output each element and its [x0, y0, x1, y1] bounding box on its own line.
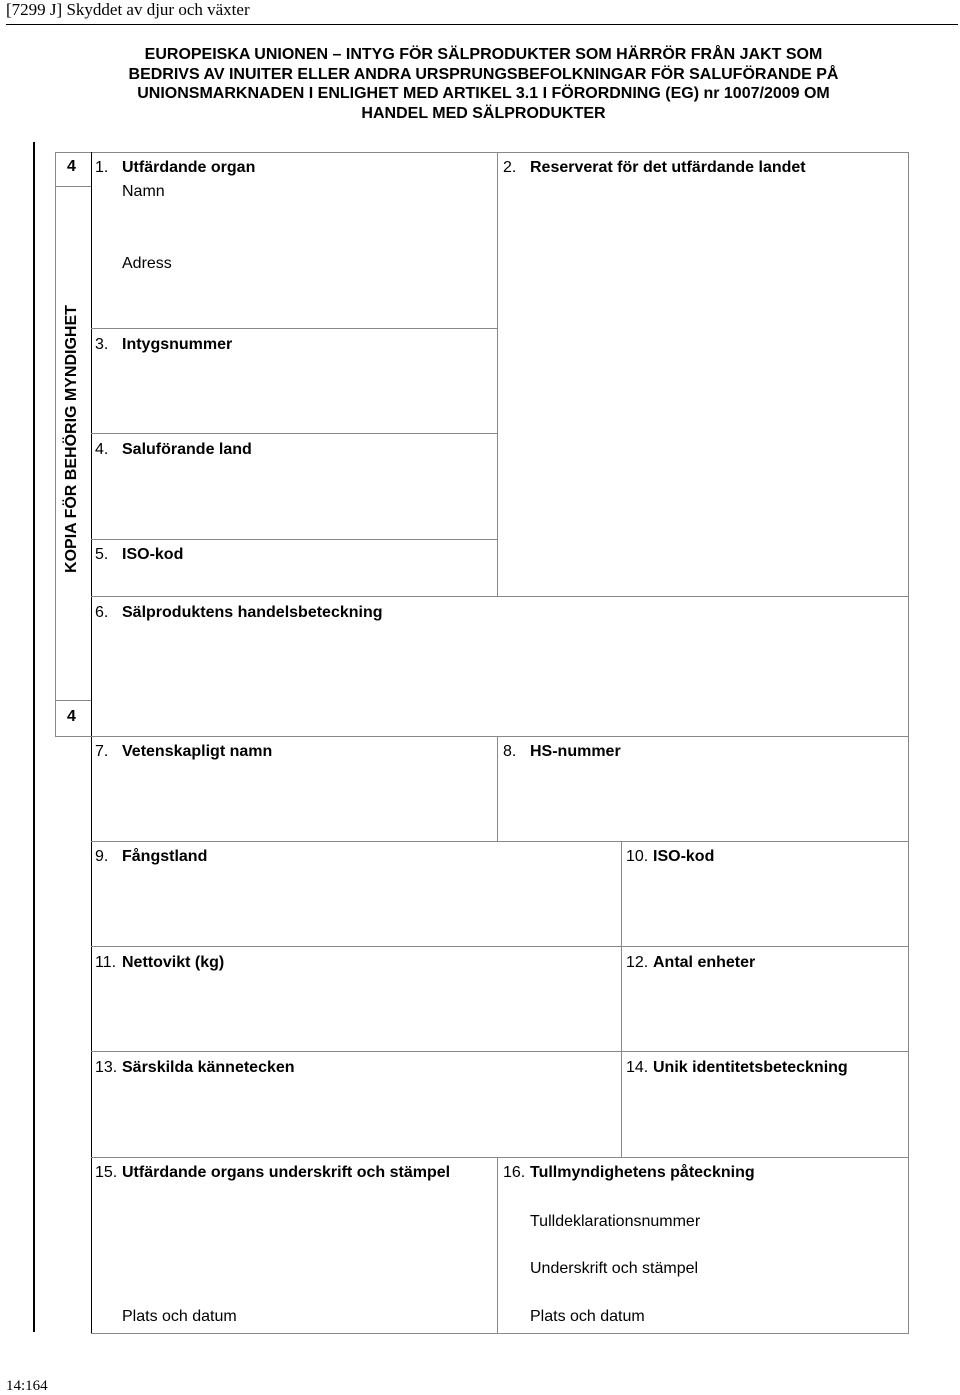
sidebar-bottom-border: [55, 736, 91, 737]
field-number: 1.: [95, 159, 109, 176]
column-divider: [497, 1157, 498, 1333]
row-divider: [91, 328, 497, 329]
signature-stamp-label: Underskrift och stämpel: [530, 1260, 699, 1277]
field-7-scientific-name: [95, 743, 272, 761]
field-label: Nettovikt (kg): [122, 954, 225, 971]
column-divider: [497, 152, 498, 596]
title-line: UNIONSMARKNADEN I ENLIGHET MED ARTIKEL 3.1 I FÖRORDNING (EG) nr 1007/2009 OM: [137, 85, 830, 102]
title-line: BEDRIVS AV INUITER ELLER ANDRA URSPRUNGSBEFOLKNINGAR FÖR SALUFÖRANDE PÅ: [128, 65, 839, 83]
field-2-reserved: [503, 159, 806, 177]
copy-number-top: 4: [67, 158, 76, 175]
field-5-iso-code: [95, 546, 183, 564]
column-divider: [621, 841, 622, 1157]
place-date-label: Plats och datum: [530, 1308, 645, 1325]
field-label: Fångstland: [122, 848, 208, 865]
field-label: Särskilda kännetecken: [122, 1059, 295, 1076]
field-12-number-of-units: [626, 954, 755, 972]
row-divider: [91, 736, 909, 737]
field-13-special-marks: [95, 1059, 295, 1077]
field-number: 15.: [95, 1164, 118, 1181]
issuing-body-name-label: Namn: [122, 183, 165, 200]
field-11-net-weight: [95, 954, 224, 972]
field-label: Antal enheter: [653, 954, 756, 971]
header-rule: [6, 24, 958, 25]
field-label: Saluförande land: [122, 441, 252, 458]
margin-bar: [33, 142, 35, 1332]
title-line: EUROPEISKA UNIONEN – INTYG FÖR SÄLPRODUKTER SOM HÄRRÖR FRÅN JAKT SOM: [144, 46, 823, 63]
customs-declaration-number-label: Tulldeklarationsnummer: [530, 1213, 701, 1230]
title-line: HANDEL MED SÄLPRODUKTER: [361, 104, 606, 122]
field-label: Sälproduktens handelsbeteckning: [122, 604, 383, 621]
field-number: 11.: [95, 954, 117, 971]
sidebar-left-border: [55, 152, 56, 736]
field-label: ISO-kod: [653, 848, 715, 865]
sidebar-top-border: [55, 152, 91, 153]
field-9-catch-country: [95, 848, 207, 866]
page-header: [7299 J] Skyddet av djur och växter: [6, 0, 250, 19]
field-8-hs-number: [503, 743, 621, 761]
field-number: 5.: [95, 546, 109, 563]
field-10-iso-code: [626, 848, 714, 866]
field-number: 4.: [95, 441, 109, 458]
field-number: 6.: [95, 604, 109, 621]
field-4-marketing-country: [95, 441, 252, 459]
field-14-unique-identifier: [626, 1059, 848, 1077]
place-date-label: Plats och datum: [122, 1308, 237, 1325]
field-number: 10.: [626, 848, 649, 865]
field-label: HS-nummer: [530, 743, 621, 760]
certificate-title: [96, 45, 871, 123]
field-1-issuing-body: [95, 159, 255, 177]
sidebar-divider: [55, 700, 91, 701]
field-number: 7.: [95, 743, 109, 760]
field-number: 12.: [626, 954, 649, 971]
page-footer: 14:164: [6, 1378, 48, 1394]
field-label: Intygsnummer: [122, 336, 233, 353]
row-divider: [91, 1051, 909, 1052]
field-number: 3.: [95, 336, 109, 353]
field-label: Vetenskapligt namn: [122, 743, 273, 760]
sidebar-divider: [55, 186, 91, 187]
field-label: Unik identitetsbeteckning: [653, 1059, 848, 1076]
form-bottom-border: [91, 1333, 909, 1334]
issuing-body-address-label: Adress: [122, 255, 172, 272]
field-number: 14.: [626, 1059, 649, 1076]
row-divider: [91, 433, 497, 434]
field-number: 8.: [503, 743, 517, 760]
field-number: 16.: [503, 1164, 526, 1181]
field-number: 9.: [95, 848, 109, 865]
copy-vertical-label: KOPIA FÖR BEHÖRIG MYNDIGHET: [63, 305, 80, 573]
row-divider: [91, 596, 909, 597]
field-number: 13.: [95, 1059, 118, 1076]
row-divider: [91, 1157, 909, 1158]
field-label: Reserverat för det utfärdande landet: [530, 159, 806, 176]
field-16-customs-endorsement: [503, 1164, 755, 1182]
copy-number-bottom: 4: [67, 708, 76, 725]
field-label: Utfärdande organ: [122, 159, 256, 176]
field-number: 2.: [503, 159, 517, 176]
column-divider: [497, 736, 498, 841]
form-top-border: [91, 152, 909, 153]
row-divider: [91, 946, 909, 947]
field-label: ISO-kod: [122, 546, 184, 563]
field-6-trade-name: [95, 604, 383, 622]
row-divider: [91, 539, 497, 540]
field-15-signature-stamp: [95, 1164, 450, 1182]
field-label: Utfärdande organs underskrift och stämpel: [122, 1164, 451, 1181]
field-3-certificate-number: [95, 336, 232, 354]
field-label: Tullmyndighetens påteckning: [530, 1164, 755, 1181]
row-divider: [91, 841, 909, 842]
